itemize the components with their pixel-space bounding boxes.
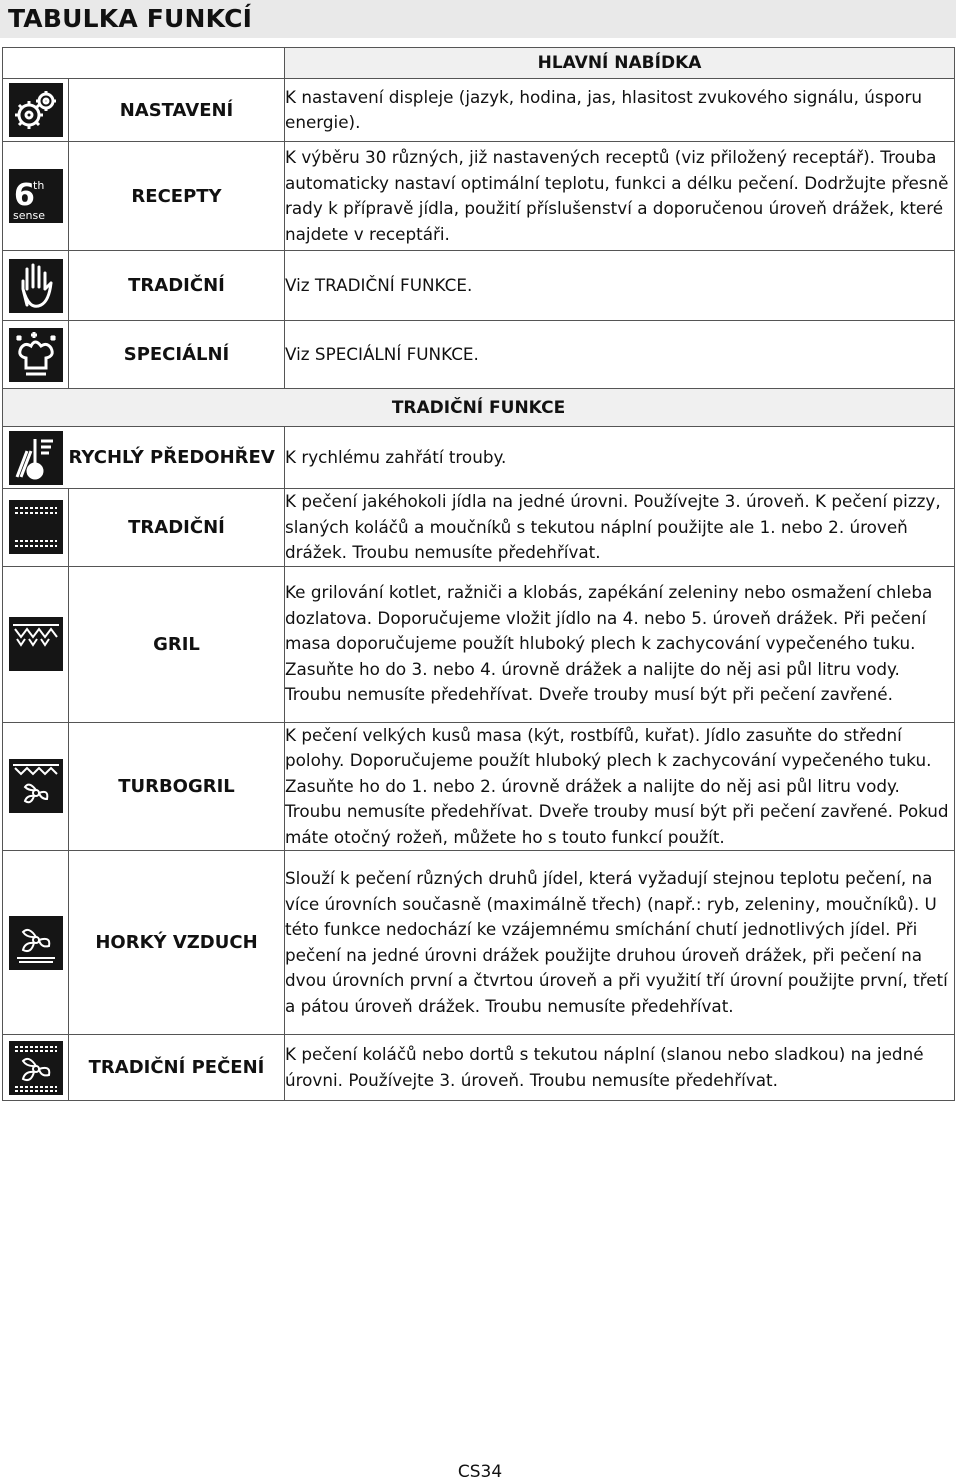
title-bar (0, 0, 956, 38)
table-row (3, 142, 955, 251)
table-row (3, 1035, 955, 1101)
function-description: K pečení koláčů nebo dortů s tekutou náplní (slanou nebo sladkou) na jedné úrovni. Používejte 3. úroveň. Troubu nemusíte předehřívat. (285, 1035, 955, 1101)
page-number: CS34 (457, 1462, 503, 1482)
function-label: TRADIČNÍ (69, 489, 285, 567)
top-bottom-heat-icon (9, 500, 63, 554)
function-label: RECEPTY (69, 142, 285, 251)
6th-sense-icon (9, 169, 63, 223)
hot-air-fan-icon (9, 916, 63, 970)
table-row (3, 722, 955, 851)
table-row (3, 251, 955, 321)
fan-bake-icon (9, 1041, 63, 1095)
function-description: K pečení jakéhokoli jídla na jedné úrovni. Používejte 3. úroveň. K pečení pizzy, slaných koláčů a moučníků s tekutou náplní použijte ale 1. nebo 2. úroveň drážek. Troubu nemusíte předehřívat. (285, 489, 955, 567)
function-description: Slouží k pečení různých druhů jídel, která vyžadují stejnou teplotu pečení, na více úrovních současně (maximálně třech) (např.: ryb, zeleniny, moučníků). U této funkce nedochází ke vzájemnému smíchání chutí jednotlivých jídel. Při pečení na jedné úrovni drážek použijte druhou úroveň drážek, při pečení na dvou úrovních první a čtvrtou úroveň a při využití tří úrovní použijte první, třetí a pátou úroveň drážek. Troubu nemusíte předehřívat. (285, 851, 955, 1035)
turbo-grill-icon (9, 759, 63, 813)
function-label: HORKÝ VZDUCH (69, 851, 285, 1035)
function-description: K pečení velkých kusů masa (kýt, rostbífů, kuřat). Jídlo zasuňte do střední polohy. Doporučujeme použít hluboký plech k zachycování vypečeného tuku. Zasuňte ho do 1. nebo 2. úrovně drážek a nalijte do něj asi půl litru vody. Troubu nemusíte předehřívat. Dveře trouby musí být při pečení zavřené. Pokud máte otočný rožeň, můžete ho s touto funkcí použít. (285, 722, 955, 851)
section-title-traditional-functions: TRADIČNÍ FUNKCE (3, 389, 955, 427)
svg-text:6: 6 (13, 178, 35, 213)
table-row (3, 489, 955, 567)
table-row (3, 851, 955, 1035)
function-description: Viz TRADIČNÍ FUNKCE. (285, 251, 955, 321)
grill-icon (9, 617, 63, 671)
function-label: GRIL (69, 566, 285, 722)
svg-text:th: th (32, 179, 44, 192)
function-label: SPECIÁLNÍ (69, 321, 285, 389)
svg-text:sense: sense (12, 209, 45, 222)
function-label: TRADIČNÍ PEČENÍ (69, 1035, 285, 1101)
section-header-row (3, 389, 955, 427)
function-label: TURBOGRIL (69, 722, 285, 851)
function-label: TRADIČNÍ (69, 251, 285, 321)
table-row (3, 566, 955, 722)
gears-icon (9, 83, 63, 137)
chef-hat-icon (9, 328, 63, 382)
table-row (3, 427, 955, 489)
function-description: K nastavení displeje (jazyk, hodina, jas, hlasitost zvukového signálu, úsporu energie). (285, 79, 955, 142)
table-row (3, 79, 955, 142)
function-description: Ke grilování kotlet, ražniči a klobás, zapékání zeleniny nebo osmažení chleba dozlatova. Doporučujeme vložit jídlo na 4. nebo 5. úroveň drážek. Při pečení masa doporučujeme použít hluboký plech k zachycování vypečeného tuku. Zasuňte ho do 3. nebo 4. úrovně drážek a nalijte do něj asi půl litru vody. Troubu nemusíte předehřívat. Dveře trouby musí být při pečení zavřené. (285, 566, 955, 722)
function-label: NASTAVENÍ (69, 79, 285, 142)
function-table (2, 47, 955, 1101)
function-description: Viz SPECIÁLNÍ FUNKCE. (285, 321, 955, 389)
section-header-row (3, 48, 955, 79)
section-title-main-menu: HLAVNÍ NABÍDKA (285, 48, 955, 79)
function-description: K rychlému zahřátí trouby. (285, 427, 955, 489)
page-title: TABULKA FUNKCÍ (8, 4, 253, 33)
hand-icon (9, 259, 63, 313)
thermometer-icon (9, 431, 63, 485)
table-row (3, 321, 955, 389)
function-description: K výběru 30 různých, již nastavených receptů (viz přiložený receptář). Trouba automaticky nastaví optimální teplotu, funkci a délku pečení. Dodržujte přesně rady k přípravě jídla, použití příslušenství a doporučenou úroveň drážek, které najdete v receptáři. (285, 142, 955, 251)
function-label: RYCHLÝ PŘEDOHŘEV (69, 427, 285, 489)
